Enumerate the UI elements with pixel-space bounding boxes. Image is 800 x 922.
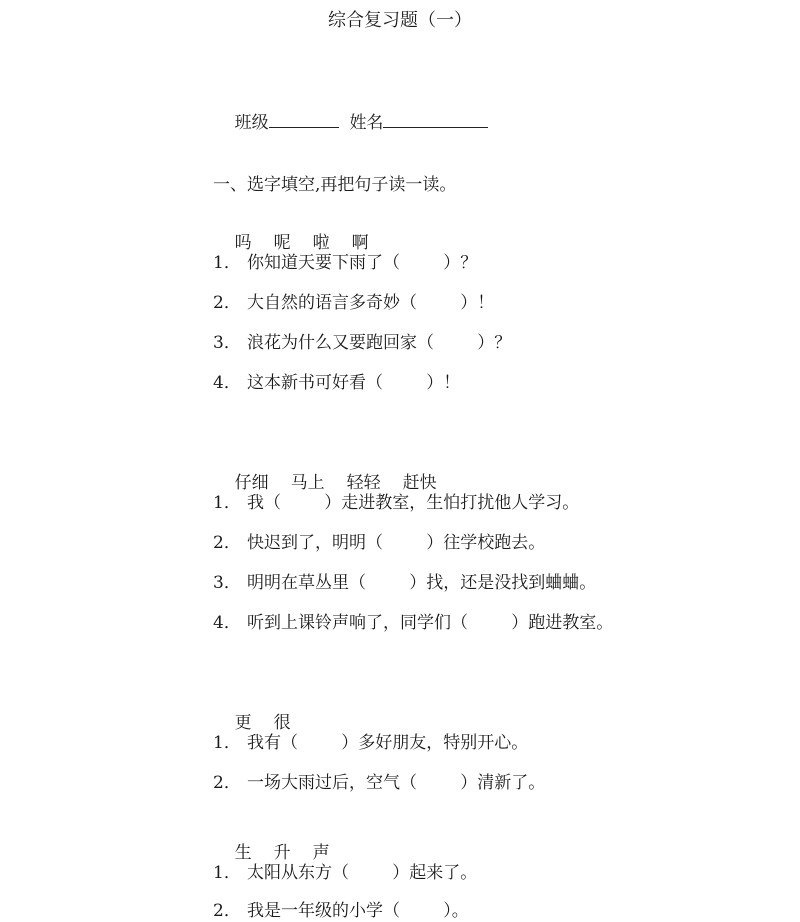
question-number: 1． [213,863,241,883]
class-label: 班级 [234,113,269,133]
option-word: 很 [273,713,291,733]
page-title: 综合复习题（一） [328,10,472,31]
question-item [213,608,613,633]
option-word: 声 [312,843,330,863]
question-text: 你知道天要下雨了（ ）？ [247,253,478,273]
section-heading: 一、选字填空,再把句子读一读。 [213,175,457,195]
question-number: 1． [213,493,241,513]
option-word: 马上 [290,473,325,493]
question-item [213,528,545,553]
question-number: 2． [213,901,241,921]
question-number: 3． [213,573,241,593]
question-text: 听到上课铃声响了，同学们（ ）跑进教室。 [247,613,614,633]
question-number: 2． [213,533,241,553]
question-text: 我是一年级的小学（ ）。 [247,901,469,921]
option-word: 生 [234,843,252,863]
question-item [213,768,545,793]
option-word: 呢 [273,233,291,253]
question-text: 一场大雨过后，空气（ ）清新了。 [247,773,546,793]
question-item [213,568,596,593]
name-label: 姓名 [349,113,384,133]
question-text: 明明在草丛里（ ）找，还是没找到蛐蛐。 [247,573,597,593]
question-item [213,328,511,353]
question-number: 1． [213,733,241,753]
question-text: 浪花为什么又要跑回家（ ）？ [247,333,512,353]
option-word: 仔细 [234,473,269,493]
question-text: 大自然的语言多奇妙（ ）！ [247,293,495,313]
question-item [213,858,477,883]
question-item [213,896,469,921]
question-number: 2． [213,293,241,313]
option-word: 赶快 [402,473,437,493]
question-number: 3． [213,333,241,353]
question-number: 1． [213,253,241,273]
option-word: 更 [234,713,252,733]
question-item [213,368,460,393]
option-word: 吗 [234,233,252,253]
option-word: 轻轻 [346,473,381,493]
option-word: 啊 [351,233,369,253]
question-text: 太阳从东方（ ）起来了。 [247,863,478,883]
question-text: 我有（ ）多好朋友，特别开心。 [247,733,529,753]
question-item [213,248,477,273]
question-item [213,288,494,313]
name-blank[interactable] [383,109,488,128]
question-text: 这本新书可好看（ ）！ [247,373,461,393]
option-word: 升 [273,843,291,863]
option-word: 啦 [312,233,330,253]
class-blank[interactable] [269,109,339,128]
question-text: 快迟到了，明明（ ）往学校跑去。 [247,533,546,553]
student-info-row [213,88,488,153]
question-number: 2． [213,773,241,793]
question-item [213,488,579,513]
question-item [213,728,528,753]
question-number: 4． [213,373,241,393]
question-number: 4． [213,613,241,633]
question-text: 我（ ）走进教室，生怕打扰他人学习。 [247,493,580,513]
